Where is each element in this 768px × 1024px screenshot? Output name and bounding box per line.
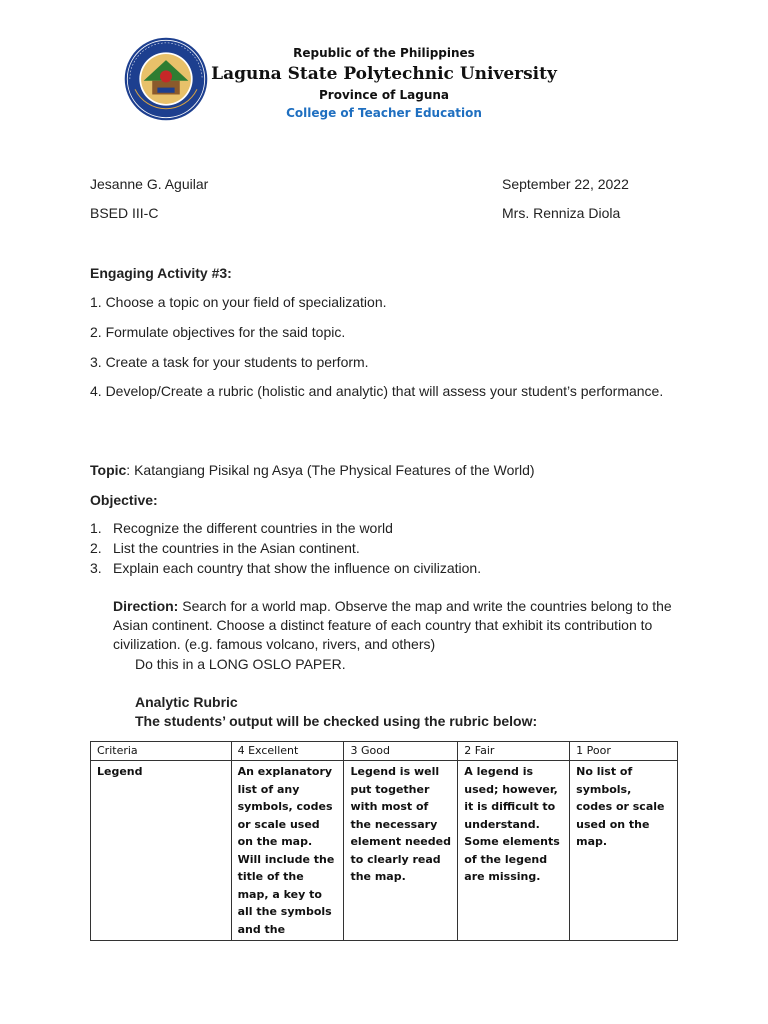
activity-item-4: 4. Develop/Create a rubric (holistic and analytic) that will assess your student’s performance. [90,383,664,399]
header-criteria: Criteria [91,742,232,761]
country-line: Republic of the Philippines [293,46,475,60]
objective-label: Objective: [90,492,158,508]
direction-paragraph [113,597,678,654]
header-good: 3 Good [344,742,458,761]
objective-item: 2. List the countries in the Asian continent. [90,540,360,556]
direction-text: Search for a world map. Observe the map and write the countries belong to the Asian continent. Choose a distinct feature of each country that exhibit its contribution to civilization. (e.g. famous volcano, rivers, and others) [113,598,672,652]
rubric-subtitle: The students’ output will be checked using the rubric below: [135,713,538,729]
criteria-cell: Legend [91,761,232,941]
topic-label: Topic [90,462,127,478]
teacher-name: Mrs. Renniza Diola [502,205,621,221]
objective-list [90,518,481,578]
university-name: Laguna State Polytechnic University [211,64,557,84]
objective-item: 1. Recognize the different countries in the world [90,520,393,536]
direction-note: Do this in a LONG OSLO PAPER. [135,656,346,672]
poor-cell: No list of symbols, codes or scale used on the map. [570,761,678,941]
table-row [91,761,678,941]
submission-date: September 22, 2022 [502,176,629,192]
topic-line [90,461,535,479]
activity-item-2: 2. Formulate objectives for the said topic. [90,324,346,340]
activity-title: Engaging Activity #3: [90,265,232,281]
rubric-table [90,741,678,941]
activity-item-1: 1. Choose a topic on your field of specialization. [90,294,387,310]
good-cell: Legend is well put together with most of the necessary element needed to clearly read the map. [344,761,458,941]
university-seal-logo [123,36,209,122]
college-line: College of Teacher Education [286,106,482,120]
header-poor: 1 Poor [570,742,678,761]
activity-item-3: 3. Create a task for your students to perform. [90,354,369,370]
student-name: Jesanne G. Aguilar [90,176,209,192]
student-section: BSED III-C [90,205,159,221]
header-excellent: 4 Excellent [231,742,344,761]
objective-item: 3. Explain each country that show the influence on civilization. [90,560,482,576]
table-header-row [91,742,678,761]
province-line: Province of Laguna [318,88,450,102]
topic-value: : Katangiang Pisikal ng Asya (The Physical Features of the World) [126,462,535,478]
header-fair: 2 Fair [458,742,570,761]
excellent-cell: An explanatory list of any symbols, codes or scale used on the map. Will include the title of the map, a key to all the symbols and the [231,761,344,941]
letterhead [200,44,568,120]
direction-label: Direction: [113,598,179,614]
fair-cell: A legend is used; however, it is difficult to understand. Some elements of the legend are missing. [458,761,570,941]
rubric-title: Analytic Rubric [135,694,238,710]
